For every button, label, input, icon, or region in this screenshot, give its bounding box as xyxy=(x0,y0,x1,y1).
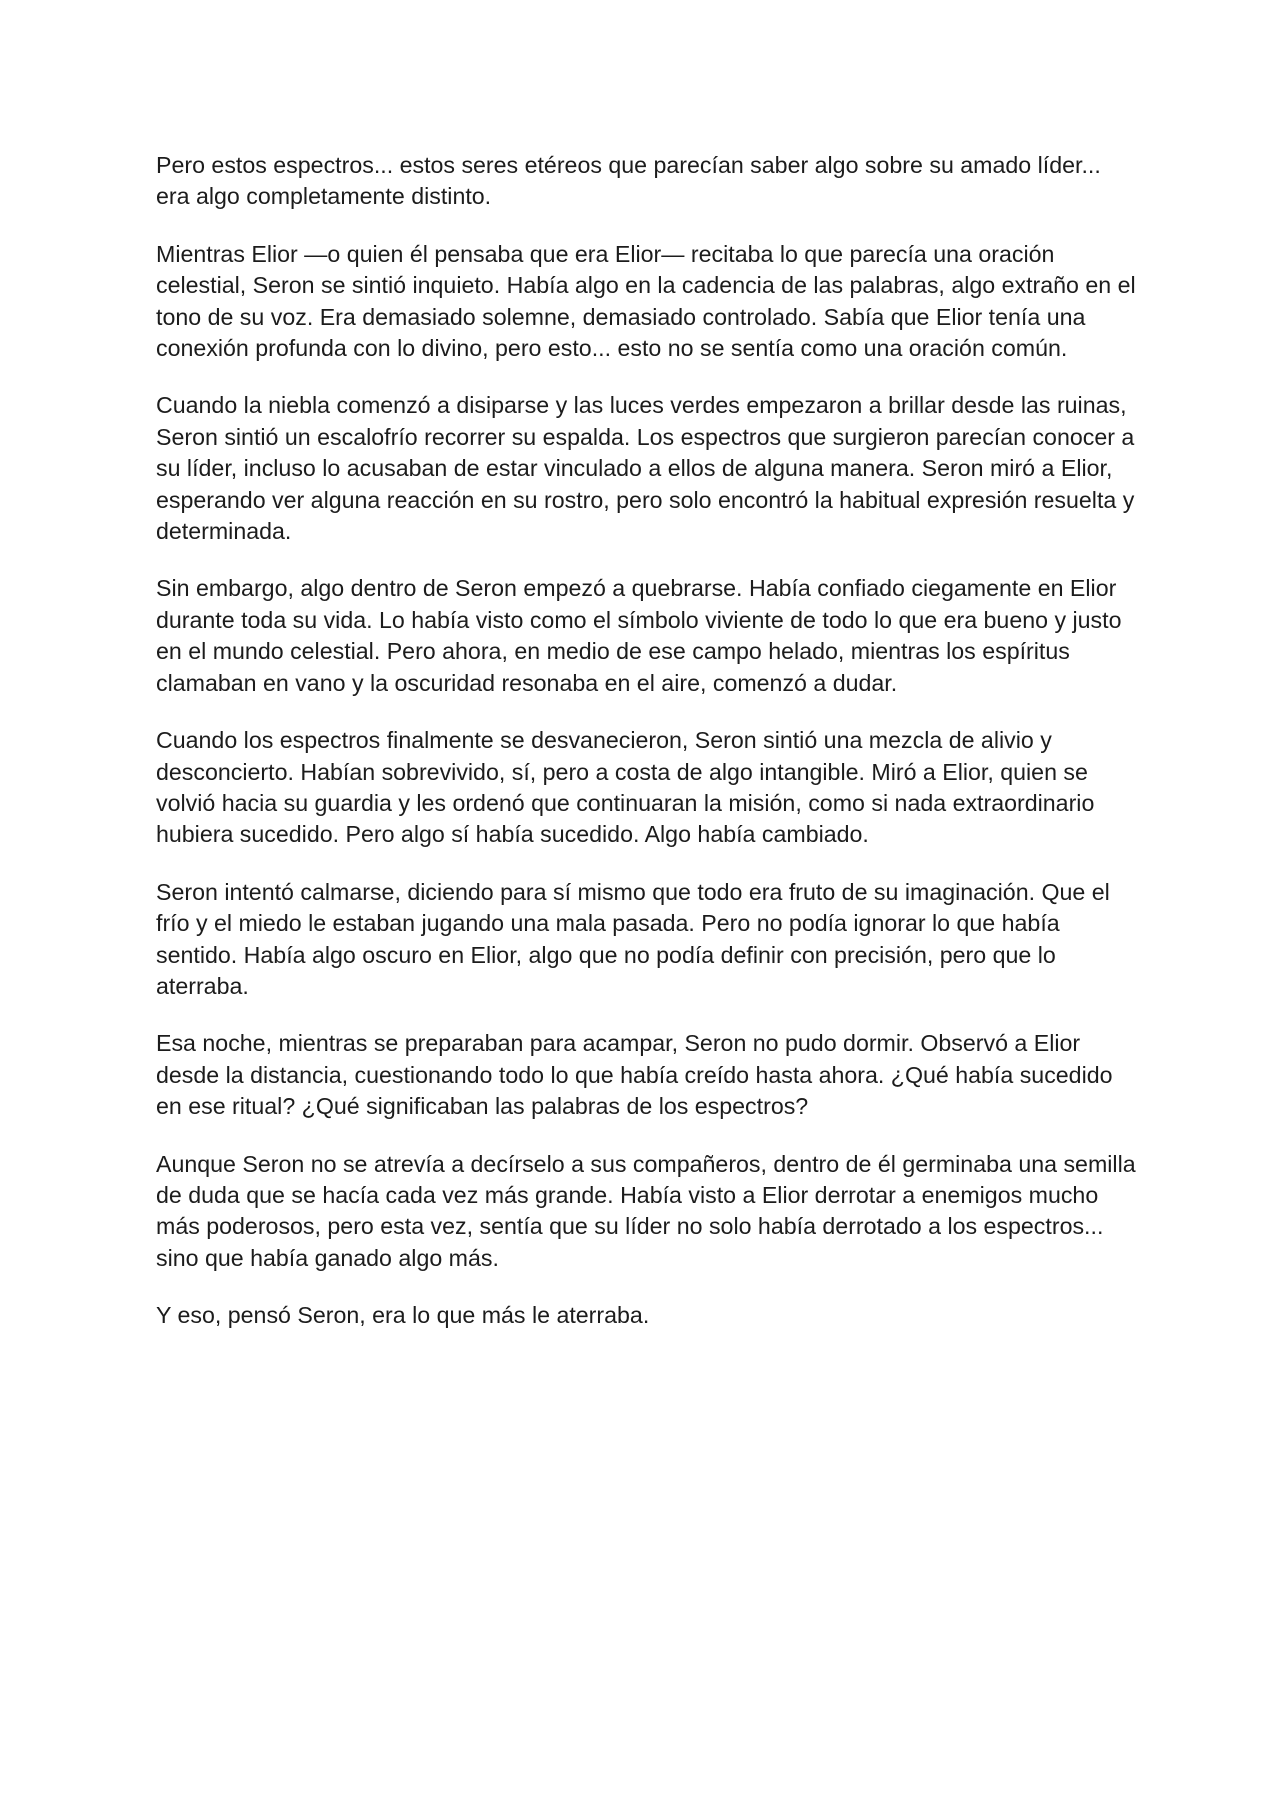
document-body xyxy=(156,150,1136,1358)
paragraph-6: Seron intentó calmarse, diciendo para sí mismo que todo era fruto de su imaginación. Que el frío y el miedo le estaban jugando una mala pasada. Pero no podía ignorar lo que había sentido. Había algo oscuro en Elior, algo que no podía definir con precisión, pero que lo aterraba. xyxy=(156,878,1110,999)
paragraph-3: Cuando la niebla comenzó a disiparse y las luces verdes empezaron a brillar desde las ruinas, Seron sintió un escalofrío recorrer su espalda. Los espectros que surgieron parecían conocer a su líder, incluso lo acusaban de estar vinculado a ellos de alguna manera. Seron miró a Elior, esperando ver alguna reacción en su rostro, pero solo encontró la habitual expresión resuelta y determinada. xyxy=(156,392,1135,545)
paragraph-8: Aunque Seron no se atrevía a decírselo a sus compañeros, dentro de él germinaba una semilla de duda que se hacía cada vez más grande. Había visto a Elior derrotar a enemigos mucho más poderosos, pero esta vez, sentía que su líder no solo había derrotado a los espectros... sino que había ganado algo más. xyxy=(156,1150,1136,1271)
paragraph-4: Sin embargo, algo dentro de Seron empezó a quebrarse. Había confiado ciegamente en Elior durante toda su vida. Lo había visto como el símbolo viviente de todo lo que era bueno y justo en el mundo celestial. Pero ahora, en medio de ese campo helado, mientras los espíritus clamaban en vano y la oscuridad resonaba en el aire, comenzó a dudar. xyxy=(156,575,1122,696)
paragraph-7: Esa noche, mientras se preparaban para acampar, Seron no pudo dormir. Observó a Elior desde la distancia, cuestionando todo lo que había creído hasta ahora. ¿Qué había sucedido en ese ritual? ¿Qué significaban las palabras de los espectros? xyxy=(156,1030,1113,1120)
paragraph-2: Mientras Elior —o quien él pensaba que era Elior— recitaba lo que parecía una oración celestial, Seron se sintió inquieto. Había algo en la cadencia de las palabras, algo extraño en el tono de su voz. Era demasiado solemne, demasiado controlado. Sabía que Elior tenía una conexión profunda con lo divino, pero esto... esto no se sentía como una oración común. xyxy=(156,240,1136,362)
paragraph-5: Cuando los espectros finalmente se desvanecieron, Seron sintió una mezcla de alivio y desconcierto. Habían sobrevivido, sí, pero a costa de algo intangible. Miró a Elior, quien se volvió hacia su guardia y les ordenó que continuaran la misión, como si nada extraordinario hubiera sucedido. Pero algo sí había sucedido. Algo había cambiado. xyxy=(156,727,1095,848)
paragraph-9: Y eso, pensó Seron, era lo que más le aterraba. xyxy=(156,1302,650,1329)
paragraph-1: Pero estos espectros... estos seres etéreos que parecían saber algo sobre su amado líder... era algo completamente distinto. xyxy=(156,152,1101,210)
